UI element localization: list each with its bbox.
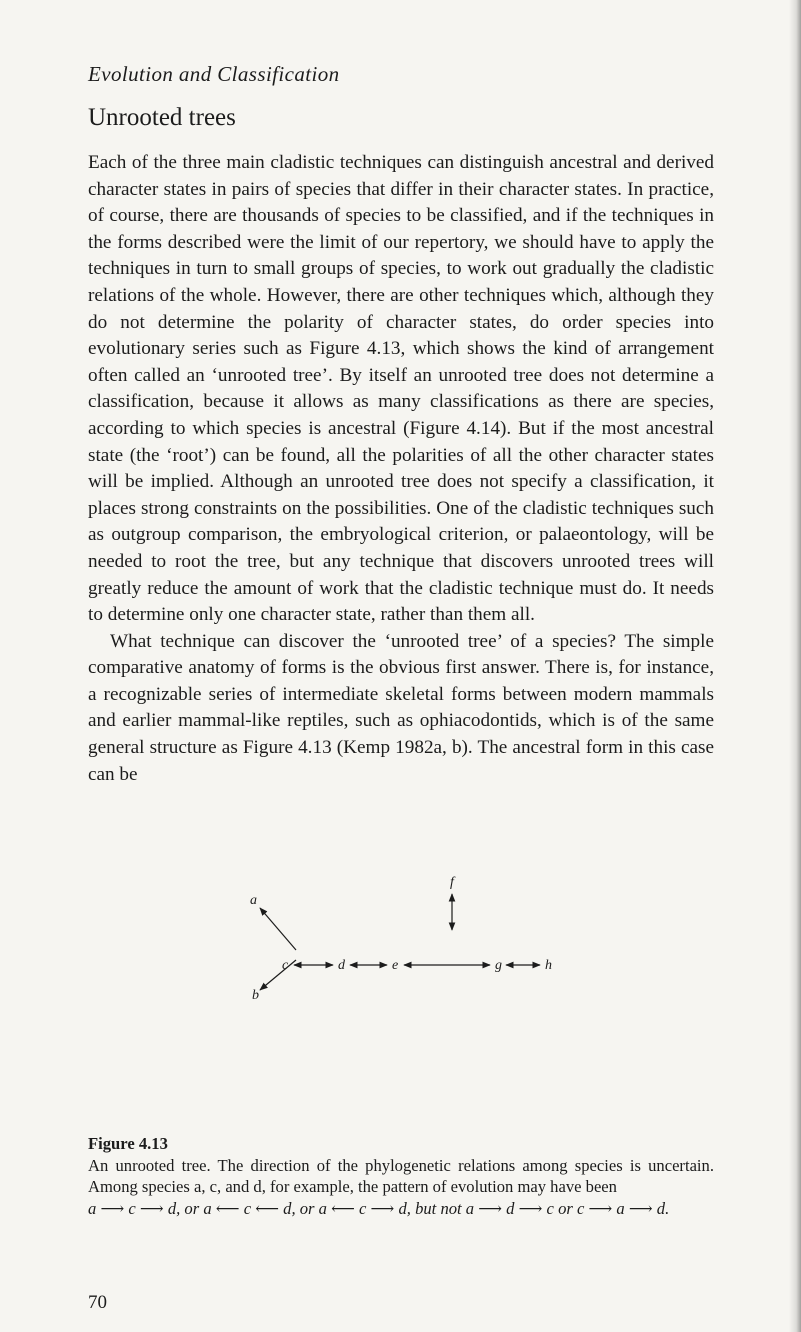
node-h: h xyxy=(545,958,552,973)
node-c: c xyxy=(282,958,289,973)
node-e: e xyxy=(392,958,399,973)
unrooted-tree-diagram xyxy=(240,870,600,1020)
paragraph-1: Each of the three main cladistic techniques can distinguish ancestral and derived character states in pairs of species that differ in their character states. In practice, of course, there are thousands of species to be classified, and if the techniques in the forms described were the limit of our repertory, we should have to apply the techniques in turn to small groups of species, to work out gradually the cladistic relations of the whole. However, there are other techniques which, although they do not determine the polarity of character states, do order species into evolutionary series such as Figure 4.13, which shows the kind of arrangement often called an ‘unrooted tree’. By itself an unrooted tree does not determine a classification, because it allows as many classifications as there are species, according to which species is ancestral (Figure 4.14). But if the most ancestral state (the ‘root’) can be found, all the polarities of all the other character states will be implied. Although an unrooted tree does not specify a classification, it places strong constraints on the possibilities. One of the cladistic techniques such as outgroup comparison, the embryological criterion, or palaeontology, will be needed to root the tree, but any technique that discovers unrooted trees will greatly reduce the amount of work that the cladistic technique must do. It needs to determine only one character state, rather than them all. xyxy=(88,152,714,626)
section-title: Unrooted trees xyxy=(88,104,236,131)
node-b: b xyxy=(252,988,259,1003)
node-d: d xyxy=(338,958,345,973)
node-f: f xyxy=(450,875,454,890)
caption-text: An unrooted tree. The direction of the phylogenetic relations among species is uncertain. Among species a, c, and d, for example, the pattern of evolution may have been xyxy=(88,1155,714,1196)
unrooted-tree-figure xyxy=(240,870,600,1020)
node-a: a xyxy=(250,893,257,908)
node-g: g xyxy=(495,958,502,973)
caption-arrows-line: a ⟶ c ⟶ d, or a ⟵ c ⟵ d, or a ⟵ c ⟶ d, but not a ⟶ d ⟶ c or c ⟶ a ⟶ d. xyxy=(88,1198,670,1218)
figure-caption xyxy=(88,1133,714,1219)
paragraph-2: What technique can discover the ‘unrooted tree’ of a species? The simple comparative anatomy of forms is the obvious first answer. There is, for instance, a recognizable series of intermediate skeletal forms between modern mammals and earlier mammal-like reptiles, such as ophiacodontids, which is of the same general structure as Figure 4.13 (Kemp 1982a, b). The ancestral form in this case can be xyxy=(88,630,714,785)
edge-b-c xyxy=(260,960,296,990)
edge-a-c xyxy=(260,908,296,950)
page-edge-shadow xyxy=(789,0,801,1332)
caption-label: Figure 4.13 xyxy=(88,1134,168,1153)
page-number: 70 xyxy=(88,1292,107,1313)
body-text xyxy=(88,150,714,788)
running-head: Evolution and Classification xyxy=(88,62,340,86)
